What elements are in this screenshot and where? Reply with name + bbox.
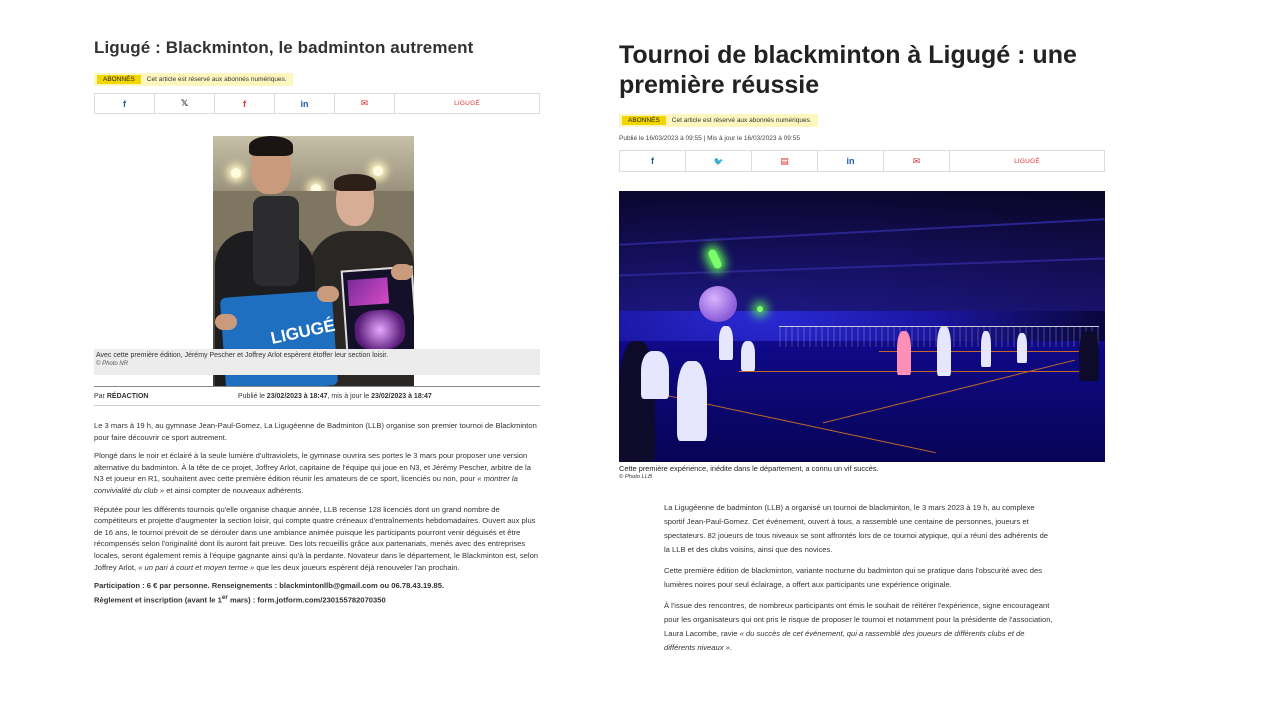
twitter-icon: 🐦 [713, 156, 724, 166]
publication-date: Publié le 16/03/2023 à 09:55 | Mis à jour le 16/03/2023 à 09:55 [619, 135, 800, 142]
gym-roof [619, 191, 1105, 311]
text: Règlement et inscription (avant le 1 [94, 595, 222, 605]
balloon [699, 286, 737, 322]
paragraph: La Ligugéenne de badminton (LLB) a organisé un tournoi de blackminton, le 3 mars 2023 à 19 h, au complexe sportif Jean-Paul-Gomez. Cet événement, ouvert à tous, a rassemblé une centaine de personnes, joueurs et spectateurs. 82 joueurs de tous niveaux se sont affrontés lors de ce tournoi atypique, qui a réuni des adhérents de la LLB et des clubs voisins, ainsi que des novices. [664, 503, 1049, 554]
mail-icon: ✉ [360, 98, 369, 108]
text: Plongé dans le noir et éclairé à la seule lumière d'ultraviolets, le gymnase ouvrira ses portes le 3 mars pour proposer une version alternative du badminton. À la tête de ce projet, Joffrey Arlot, capitaine de l'équipe qui joue en N3, et Jérémy Pescher, arbitre de la N3 et joueur en R1, souhaitent avec cette première édition réunir les amateurs de ce sport, licenciés ou non, pour [94, 451, 531, 484]
tag-label: LIGUGÉ [454, 100, 480, 107]
tag-ligugé[interactable] [395, 94, 539, 113]
twitter-share-button[interactable] [686, 151, 752, 171]
poster-title-block [347, 277, 389, 306]
published-date: 23/02/2023 à 18:47 [266, 392, 328, 400]
person-right-hair [334, 174, 376, 191]
player [897, 331, 911, 375]
shirt-text: LIGUGÉ [269, 315, 337, 348]
facebook-icon: f [123, 98, 126, 109]
subscriber-notice-text: Cet article est réservé aux abonnés numériques. [146, 76, 287, 83]
caption-text: Cette première expérience, inédite dans le département, a connu un vif succès. [619, 464, 879, 473]
author-prefix: Par [94, 392, 107, 400]
facebook-icon: f [651, 156, 654, 166]
flipboard-share-button[interactable] [752, 151, 818, 171]
text: mars) : form.jotform.com/230155782070350 [227, 595, 386, 605]
person-left-hair [249, 136, 293, 156]
text: Réputée pour les différents tournois qu'elle organise chaque année, LLB recense 128 licenciés dont un grand nombre de compétiteurs et projette d'augmenter la section loisir, qui compte quatre créneaux d'entraînements hebdomadaires. Ouvert aux plus de 16 ans, le tournoi prévoit de se dérouler dans une ambiance animée puisque les participants pourront venir déguisés et être récompensés selon l'originalité dont ils auront fait preuve. Des lots recueillis grâce aux partenariats, menés avec des entreprises locales, seront également remis à l'équipe gagnante ainsi qu'à la perdante. Novateur dans le département, le Blackminton est, selon Joffrey Arlot, [94, 504, 539, 572]
tag-label: LIGUGÉ [1014, 157, 1040, 165]
info-line [94, 592, 540, 606]
paragraph [664, 599, 1056, 655]
ceiling-light [373, 166, 383, 176]
hand [317, 286, 339, 302]
caption-text: Avec cette première édition, Jérémy Pescher et Joffrey Arlot espèrent étoffer leur section loisir. [96, 352, 389, 359]
player [937, 326, 951, 376]
paragraph [94, 450, 540, 496]
linkedin-share-button[interactable] [275, 94, 335, 113]
x-icon: 𝕏 [180, 98, 189, 108]
facebook-share-button[interactable] [620, 151, 686, 171]
article-title: Ligugé : Blackminton, le badminton autrement [94, 38, 474, 57]
info-line: Participation : 6 € par personne. Renseignements : blackmintonllb@gmail.com ou 06.78.43.19.85. [94, 581, 445, 591]
gym-ceiling [213, 136, 414, 191]
flipboard-icon: f [243, 98, 246, 109]
quote: « montrer la convivialité du club » [94, 474, 518, 495]
linkedin-icon: in [300, 98, 309, 109]
text: . [729, 643, 732, 652]
article-photo [619, 191, 1105, 462]
publication-date [238, 393, 432, 400]
superscript: er [221, 593, 228, 601]
author-name[interactable]: RÉDACTION [106, 392, 149, 400]
facebook-share-button[interactable] [95, 94, 155, 113]
article-title: Tournoi de blackminton à Ligugé : une première réussie [619, 41, 1077, 99]
hand [391, 264, 413, 280]
mail-icon: ✉ [912, 155, 921, 166]
subscriber-notice [619, 114, 818, 127]
paragraph: Le 3 mars à 19 h, au gymnase Jean-Paul-Gomez, La Ligugéenne de Badminton (LLB) organise son premier tournoi de Blackminton pour faire découvrir ce sport autrement. [94, 421, 537, 442]
article-body [664, 501, 1056, 662]
shuttlecock-glow [757, 306, 763, 312]
quote: « un pari à court et moyen terme » [138, 562, 255, 572]
paragraph: Cette première édition de blackminton, variante nocturne du badminton qui se pratique dans l'obscurité avec des lumières noires pour seul éclairage, a offert aux participants une expérience originale. [664, 566, 1042, 589]
mail-share-button[interactable] [335, 94, 395, 113]
player [1017, 333, 1027, 363]
text: que les deux joueurs espèrent déjà renouveler l'an prochain. [254, 562, 460, 572]
x-share-button[interactable] [155, 94, 215, 113]
court-line [739, 371, 1099, 372]
subscriber-notice [94, 73, 293, 86]
photo-credit: © Photo NR [96, 361, 129, 367]
player [719, 326, 733, 360]
subscriber-badge: ABONNÉS [622, 116, 666, 125]
mail-share-button[interactable] [884, 151, 950, 171]
article-body [94, 420, 540, 606]
player [677, 361, 707, 441]
article-left [94, 38, 540, 348]
linkedin-share-button[interactable] [818, 151, 884, 171]
hand [215, 314, 237, 330]
tag-ligugé[interactable] [950, 151, 1104, 171]
flipboard-share-button[interactable] [215, 94, 275, 113]
subscriber-notice-text: Cet article est réservé aux abonnés numériques. [671, 117, 812, 124]
player [641, 351, 669, 399]
paragraph [94, 504, 540, 574]
text: et ainsi compter de nouveaux adhérents. [164, 485, 304, 495]
player [981, 331, 991, 367]
author [94, 393, 238, 400]
player-silhouette [1079, 331, 1099, 381]
flipboard-icon: ▤ [780, 155, 789, 166]
byline [94, 386, 540, 406]
published-prefix: Publié le [238, 392, 267, 400]
share-bar [619, 150, 1105, 172]
updated-date: 23/02/2023 à 18:47 [371, 392, 432, 400]
updated-prefix: , mis à jour le [327, 392, 372, 400]
photo-caption [619, 464, 1105, 480]
ceiling-light [231, 168, 241, 178]
poster-figure [354, 308, 407, 351]
article-right [619, 40, 1105, 172]
photo-caption [94, 349, 540, 375]
person-left-scarf [253, 196, 299, 286]
player [741, 341, 755, 371]
quote: « du succès de cet événement, qui a rassemblé des joueurs de différents clubs et de différents niveaux » [664, 629, 1025, 652]
text: À l'issue des rencontres, de nombreux participants ont émis le souhait de réitérer l'expérience, signe encourageant pour les organisateurs qui ont pris le risque de proposer le tournoi et notamment pour la présidente de l'association, Laura Lacombe, ravie [664, 601, 1053, 638]
linkedin-icon: in [846, 156, 855, 166]
photo-credit: © Photo LLB [619, 474, 652, 480]
subscriber-badge: ABONNÉS [97, 75, 141, 84]
share-bar [94, 93, 540, 114]
